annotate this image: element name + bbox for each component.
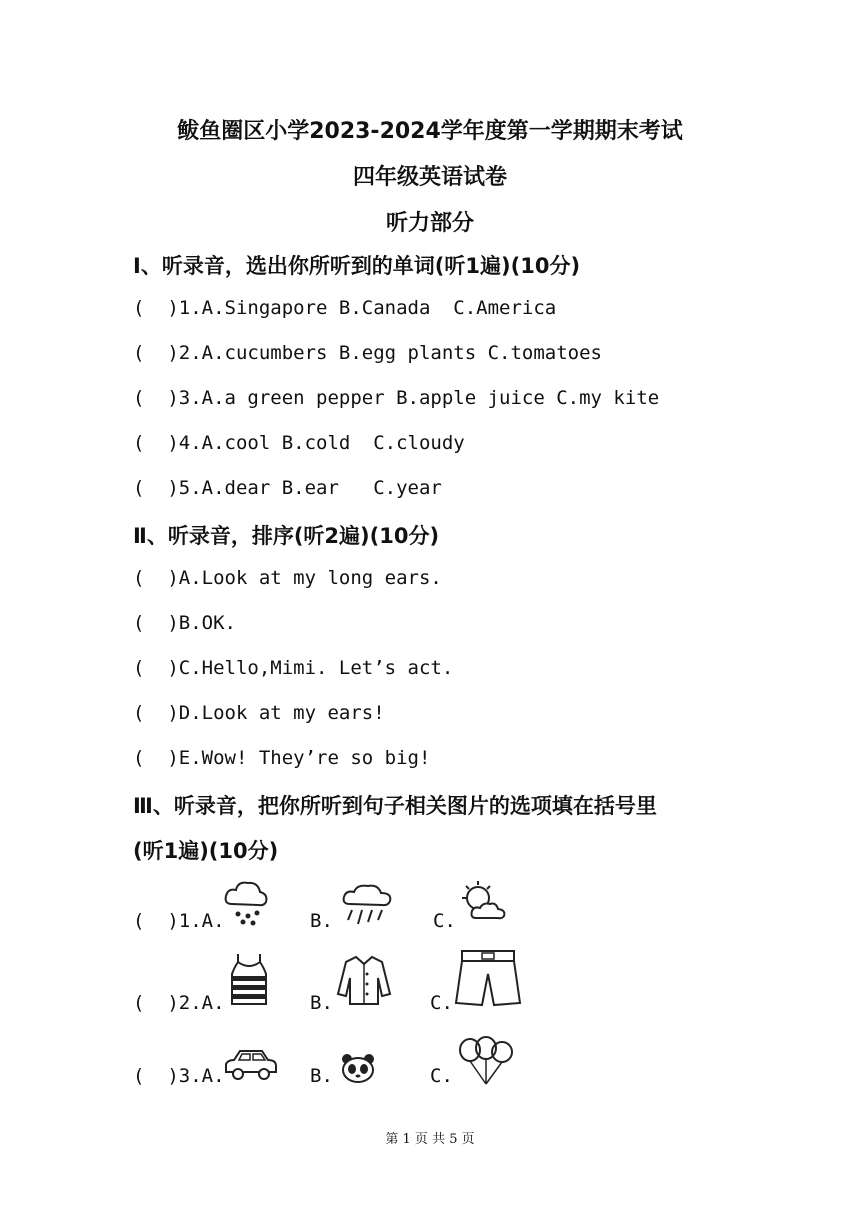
toy-car-icon bbox=[222, 1046, 280, 1084]
exam-title: 鲅鱼圈区小学2023-2024学年度第一学期期末考试 bbox=[177, 119, 683, 144]
section-2-item: ( )C.Hello,Mimi. Let’s act. bbox=[133, 657, 454, 679]
section-2-item: ( )E.Wow! They’re so big! bbox=[133, 747, 431, 769]
sun-cloud-icon bbox=[458, 880, 510, 924]
exam-subtitle: 四年级英语试卷 bbox=[352, 165, 507, 190]
section-3-heading-cont: (听1遍)(10分) bbox=[133, 839, 279, 863]
snow-cloud-icon bbox=[222, 878, 270, 928]
section-1-item: ( )4.A.cool B.cold C.cloudy bbox=[133, 432, 465, 454]
section-1-item: ( )1.A.Singapore B.Canada C.America bbox=[133, 297, 557, 319]
shirt-icon bbox=[336, 954, 392, 1006]
striped-vest-icon bbox=[224, 952, 274, 1008]
section-1-item: ( )3.A.a green pepper B.apple juice C.my kite bbox=[133, 387, 660, 409]
panda-icon bbox=[340, 1052, 376, 1084]
option-b-label: B. bbox=[310, 992, 333, 1014]
section-1-item: ( )5.A.dear B.ear C.year bbox=[133, 477, 442, 499]
option-b-label: B. bbox=[310, 1065, 333, 1087]
option-c-label: C. bbox=[433, 910, 456, 932]
rain-cloud-icon bbox=[340, 882, 396, 930]
section-3-heading: Ⅲ、听录音，把你所听到句子相关图片的选项填在括号里 bbox=[133, 794, 657, 818]
option-b-label: B. bbox=[310, 910, 333, 932]
page-footer: 第 1 页 共 5 页 bbox=[385, 1132, 475, 1147]
option-c-label: C. bbox=[430, 1065, 453, 1087]
picture-question-1: ( )1.A. bbox=[133, 910, 225, 932]
section-2-item: ( )A.Look at my long ears. bbox=[133, 567, 442, 589]
section-1-heading: I、听录音，选出你所听到的单词(听1遍)(10分) bbox=[133, 254, 581, 278]
section-1-item: ( )2.A.cucumbers B.egg plants C.tomatoes bbox=[133, 342, 602, 364]
section-2-heading: Ⅱ、听录音，排序(听2遍)(10分) bbox=[133, 524, 440, 548]
picture-question-3: ( )3.A. bbox=[133, 1065, 225, 1087]
section-2-item: ( )D.Look at my ears! bbox=[133, 702, 385, 724]
shorts-icon bbox=[454, 948, 522, 1008]
section-2-item: ( )B.OK. bbox=[133, 612, 236, 634]
option-c-label: C. bbox=[430, 992, 453, 1014]
listening-part-title: 听力部分 bbox=[385, 211, 474, 236]
picture-question-2: ( )2.A. bbox=[133, 992, 225, 1014]
balloons-icon bbox=[456, 1036, 518, 1086]
